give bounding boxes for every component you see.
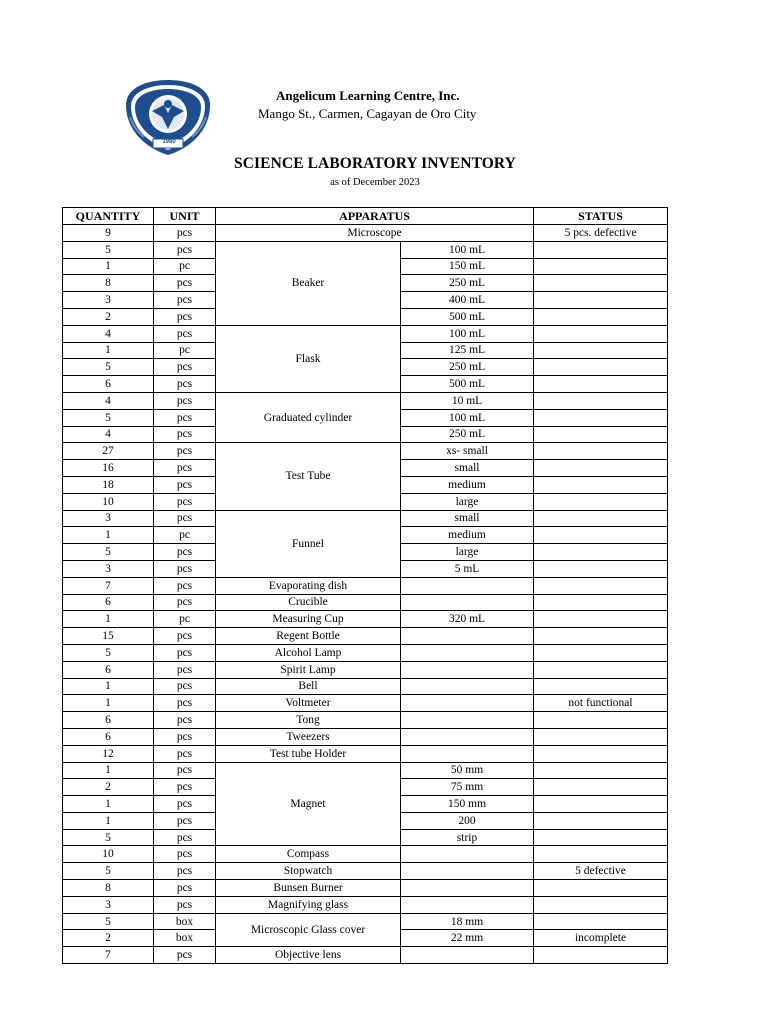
quantity-cell: 3 — [63, 896, 154, 913]
header-apparatus: APPARATUS — [216, 208, 534, 225]
quantity-cell: 3 — [63, 510, 154, 527]
table-row — [63, 762, 668, 779]
quantity-cell: 8 — [63, 880, 154, 897]
status-cell — [534, 460, 668, 477]
apparatus-cell: Tong — [216, 712, 401, 729]
quantity-cell: 1 — [63, 678, 154, 695]
school-name: Angelicum Learning Centre, Inc. — [276, 88, 460, 103]
unit-cell: pcs — [154, 947, 216, 964]
detail-cell: medium — [401, 527, 534, 544]
detail-cell — [401, 644, 534, 661]
header-status: STATUS — [534, 208, 668, 225]
apparatus-cell: Objective lens — [216, 947, 401, 964]
apparatus-cell: Test tube Holder — [216, 745, 401, 762]
table-header-row — [63, 208, 668, 225]
unit-cell: pcs — [154, 863, 216, 880]
quantity-cell: 6 — [63, 661, 154, 678]
apparatus-cell: Spirit Lamp — [216, 661, 401, 678]
table-row — [63, 712, 668, 729]
apparatus-cell: Test Tube — [216, 443, 401, 510]
unit-cell: pcs — [154, 779, 216, 796]
status-cell — [534, 325, 668, 342]
detail-cell — [401, 594, 534, 611]
unit-cell: pcs — [154, 796, 216, 813]
document-subtitle: as of December 2023 — [330, 177, 420, 188]
quantity-cell: 7 — [63, 577, 154, 594]
unit-cell: pcs — [154, 376, 216, 393]
unit-cell: pcs — [154, 443, 216, 460]
unit-cell: pcs — [154, 426, 216, 443]
status-cell: incomplete — [534, 930, 668, 947]
unit-cell: pcs — [154, 460, 216, 477]
table-row — [63, 577, 668, 594]
table-row — [63, 896, 668, 913]
unit-cell: pcs — [154, 560, 216, 577]
quantity-cell: 4 — [63, 392, 154, 409]
detail-cell: 320 mL — [401, 611, 534, 628]
quantity-cell: 5 — [63, 644, 154, 661]
unit-cell: pcs — [154, 728, 216, 745]
table-row — [63, 695, 668, 712]
detail-cell — [401, 661, 534, 678]
unit-cell: pc — [154, 342, 216, 359]
status-cell — [534, 342, 668, 359]
apparatus-cell: Flask — [216, 325, 401, 392]
status-cell — [534, 829, 668, 846]
table-row — [63, 661, 668, 678]
table-row — [63, 745, 668, 762]
detail-cell — [401, 863, 534, 880]
table-row — [63, 628, 668, 645]
apparatus-cell: Bell — [216, 678, 401, 695]
inventory-table-body — [63, 225, 668, 964]
detail-cell: 200 — [401, 812, 534, 829]
status-cell — [534, 409, 668, 426]
unit-cell: pcs — [154, 712, 216, 729]
detail-cell — [401, 896, 534, 913]
detail-cell: 250 mL — [401, 426, 534, 443]
status-cell — [534, 712, 668, 729]
quantity-cell: 5 — [63, 863, 154, 880]
status-cell — [534, 779, 668, 796]
apparatus-cell: Beaker — [216, 241, 401, 325]
unit-cell: pcs — [154, 325, 216, 342]
quantity-cell: 5 — [63, 544, 154, 561]
detail-cell — [401, 745, 534, 762]
apparatus-cell: Evaporating dish — [216, 577, 401, 594]
detail-cell: 75 mm — [401, 779, 534, 796]
table-row — [63, 443, 668, 460]
quantity-cell: 3 — [63, 292, 154, 309]
status-cell — [534, 426, 668, 443]
table-row — [63, 846, 668, 863]
unit-cell: pcs — [154, 880, 216, 897]
quantity-cell: 10 — [63, 846, 154, 863]
unit-cell: pcs — [154, 745, 216, 762]
detail-cell: 50 mm — [401, 762, 534, 779]
quantity-cell: 15 — [63, 628, 154, 645]
detail-cell: 500 mL — [401, 308, 534, 325]
quantity-cell: 1 — [63, 796, 154, 813]
unit-cell: box — [154, 913, 216, 930]
quantity-cell: 2 — [63, 779, 154, 796]
unit-cell: pcs — [154, 241, 216, 258]
quantity-cell: 6 — [63, 728, 154, 745]
quantity-cell: 5 — [63, 409, 154, 426]
detail-cell: 10 mL — [401, 392, 534, 409]
unit-cell: pcs — [154, 762, 216, 779]
status-cell — [534, 392, 668, 409]
quantity-cell: 18 — [63, 476, 154, 493]
quantity-cell: 5 — [63, 829, 154, 846]
quantity-cell: 2 — [63, 308, 154, 325]
table-row — [63, 510, 668, 527]
unit-cell: pcs — [154, 308, 216, 325]
quantity-cell: 7 — [63, 947, 154, 964]
status-cell — [534, 896, 668, 913]
table-row — [63, 644, 668, 661]
status-cell — [534, 527, 668, 544]
detail-cell — [401, 728, 534, 745]
detail-cell — [401, 712, 534, 729]
table-row — [63, 594, 668, 611]
quantity-cell: 6 — [63, 712, 154, 729]
detail-cell — [401, 577, 534, 594]
unit-cell: pcs — [154, 476, 216, 493]
status-cell — [534, 947, 668, 964]
detail-cell — [401, 880, 534, 897]
status-cell — [534, 880, 668, 897]
detail-cell: 100 mL — [401, 325, 534, 342]
status-cell — [534, 796, 668, 813]
detail-cell — [401, 947, 534, 964]
table-row — [63, 241, 668, 258]
detail-cell: xs- small — [401, 443, 534, 460]
apparatus-cell: Magnet — [216, 762, 401, 846]
status-cell — [534, 661, 668, 678]
apparatus-cell: Bunsen Burner — [216, 880, 401, 897]
quantity-cell: 4 — [63, 325, 154, 342]
detail-cell: 400 mL — [401, 292, 534, 309]
detail-cell: 100 mL — [401, 241, 534, 258]
detail-cell: small — [401, 510, 534, 527]
status-cell: 5 defective — [534, 863, 668, 880]
logo-year: 1980 — [162, 139, 176, 145]
status-cell — [534, 678, 668, 695]
status-cell: 5 pcs. defective — [534, 225, 668, 242]
apparatus-cell: Compass — [216, 846, 401, 863]
detail-cell: 500 mL — [401, 376, 534, 393]
status-cell — [534, 594, 668, 611]
unit-cell: pcs — [154, 644, 216, 661]
quantity-cell: 1 — [63, 258, 154, 275]
detail-cell — [401, 695, 534, 712]
unit-cell: pcs — [154, 225, 216, 242]
detail-cell — [401, 628, 534, 645]
detail-cell: small — [401, 460, 534, 477]
unit-cell: pcs — [154, 628, 216, 645]
status-cell — [534, 846, 668, 863]
status-cell: not functional — [534, 695, 668, 712]
quantity-cell: 5 — [63, 913, 154, 930]
apparatus-cell: Measuring Cup — [216, 611, 401, 628]
quantity-cell: 1 — [63, 695, 154, 712]
apparatus-cell: Tweezers — [216, 728, 401, 745]
table-row — [63, 863, 668, 880]
apparatus-cell: Voltmeter — [216, 695, 401, 712]
quantity-cell: 1 — [63, 342, 154, 359]
detail-cell: 18 mm — [401, 913, 534, 930]
detail-cell: 5 mL — [401, 560, 534, 577]
status-cell — [534, 644, 668, 661]
apparatus-cell: Alcohol Lamp — [216, 644, 401, 661]
table-row — [63, 880, 668, 897]
status-cell — [534, 762, 668, 779]
quantity-cell: 27 — [63, 443, 154, 460]
status-cell — [534, 292, 668, 309]
table-row — [63, 325, 668, 342]
header-quantity: QUANTITY — [63, 208, 154, 225]
unit-cell: pcs — [154, 275, 216, 292]
status-cell — [534, 443, 668, 460]
document-title: SCIENCE LABORATORY INVENTORY — [234, 155, 516, 172]
quantity-cell: 6 — [63, 376, 154, 393]
status-cell — [534, 628, 668, 645]
quantity-cell: 1 — [63, 762, 154, 779]
quantity-cell: 16 — [63, 460, 154, 477]
table-row — [63, 392, 668, 409]
school-address: Mango St., Carmen, Cagayan de Oro City — [258, 106, 477, 121]
status-cell — [534, 745, 668, 762]
apparatus-cell: Funnel — [216, 510, 401, 577]
status-cell — [534, 913, 668, 930]
detail-cell: 22 mm — [401, 930, 534, 947]
unit-cell: pc — [154, 527, 216, 544]
unit-cell: pcs — [154, 829, 216, 846]
detail-cell: strip — [401, 829, 534, 846]
quantity-cell: 4 — [63, 426, 154, 443]
detail-cell: medium — [401, 476, 534, 493]
unit-cell: pcs — [154, 409, 216, 426]
unit-cell: box — [154, 930, 216, 947]
unit-cell: pc — [154, 258, 216, 275]
status-cell — [534, 611, 668, 628]
table-row — [63, 913, 668, 930]
detail-cell: large — [401, 544, 534, 561]
unit-cell: pcs — [154, 577, 216, 594]
inventory-table — [62, 207, 668, 964]
unit-cell: pcs — [154, 544, 216, 561]
status-cell — [534, 560, 668, 577]
unit-cell: pcs — [154, 493, 216, 510]
status-cell — [534, 241, 668, 258]
status-cell — [534, 476, 668, 493]
unit-cell: pcs — [154, 896, 216, 913]
status-cell — [534, 376, 668, 393]
status-cell — [534, 728, 668, 745]
unit-cell: pcs — [154, 678, 216, 695]
apparatus-cell: Microscope — [216, 225, 534, 242]
quantity-cell: 2 — [63, 930, 154, 947]
detail-cell: 100 mL — [401, 409, 534, 426]
quantity-cell: 10 — [63, 493, 154, 510]
status-cell — [534, 544, 668, 561]
table-row — [63, 947, 668, 964]
status-cell — [534, 577, 668, 594]
school-seal-logo-icon — [118, 77, 218, 157]
apparatus-cell: Microscopic Glass cover — [216, 913, 401, 947]
table-row — [63, 678, 668, 695]
detail-cell: 150 mm — [401, 796, 534, 813]
quantity-cell: 1 — [63, 812, 154, 829]
detail-cell: 250 mL — [401, 275, 534, 292]
unit-cell: pcs — [154, 812, 216, 829]
detail-cell: 125 mL — [401, 342, 534, 359]
status-cell — [534, 359, 668, 376]
detail-cell: large — [401, 493, 534, 510]
table-row — [63, 728, 668, 745]
apparatus-cell: Regent Bottle — [216, 628, 401, 645]
quantity-cell: 3 — [63, 560, 154, 577]
quantity-cell: 9 — [63, 225, 154, 242]
quantity-cell: 1 — [63, 527, 154, 544]
detail-cell — [401, 846, 534, 863]
quantity-cell: 5 — [63, 241, 154, 258]
table-row — [63, 225, 668, 242]
status-cell — [534, 258, 668, 275]
apparatus-cell: Crucible — [216, 594, 401, 611]
unit-cell: pcs — [154, 292, 216, 309]
unit-cell: pcs — [154, 594, 216, 611]
quantity-cell: 5 — [63, 359, 154, 376]
apparatus-cell: Stopwatch — [216, 863, 401, 880]
status-cell — [534, 308, 668, 325]
status-cell — [534, 493, 668, 510]
unit-cell: pcs — [154, 695, 216, 712]
quantity-cell: 6 — [63, 594, 154, 611]
table-row — [63, 611, 668, 628]
apparatus-cell: Magnifying glass — [216, 896, 401, 913]
quantity-cell: 12 — [63, 745, 154, 762]
detail-cell: 250 mL — [401, 359, 534, 376]
quantity-cell: 8 — [63, 275, 154, 292]
unit-cell: pcs — [154, 510, 216, 527]
unit-cell: pcs — [154, 846, 216, 863]
unit-cell: pcs — [154, 661, 216, 678]
detail-cell: 150 mL — [401, 258, 534, 275]
unit-cell: pcs — [154, 359, 216, 376]
header-unit: UNIT — [154, 208, 216, 225]
unit-cell: pc — [154, 611, 216, 628]
status-cell — [534, 812, 668, 829]
status-cell — [534, 510, 668, 527]
status-cell — [534, 275, 668, 292]
unit-cell: pcs — [154, 392, 216, 409]
apparatus-cell: Graduated cylinder — [216, 392, 401, 442]
detail-cell — [401, 678, 534, 695]
quantity-cell: 1 — [63, 611, 154, 628]
